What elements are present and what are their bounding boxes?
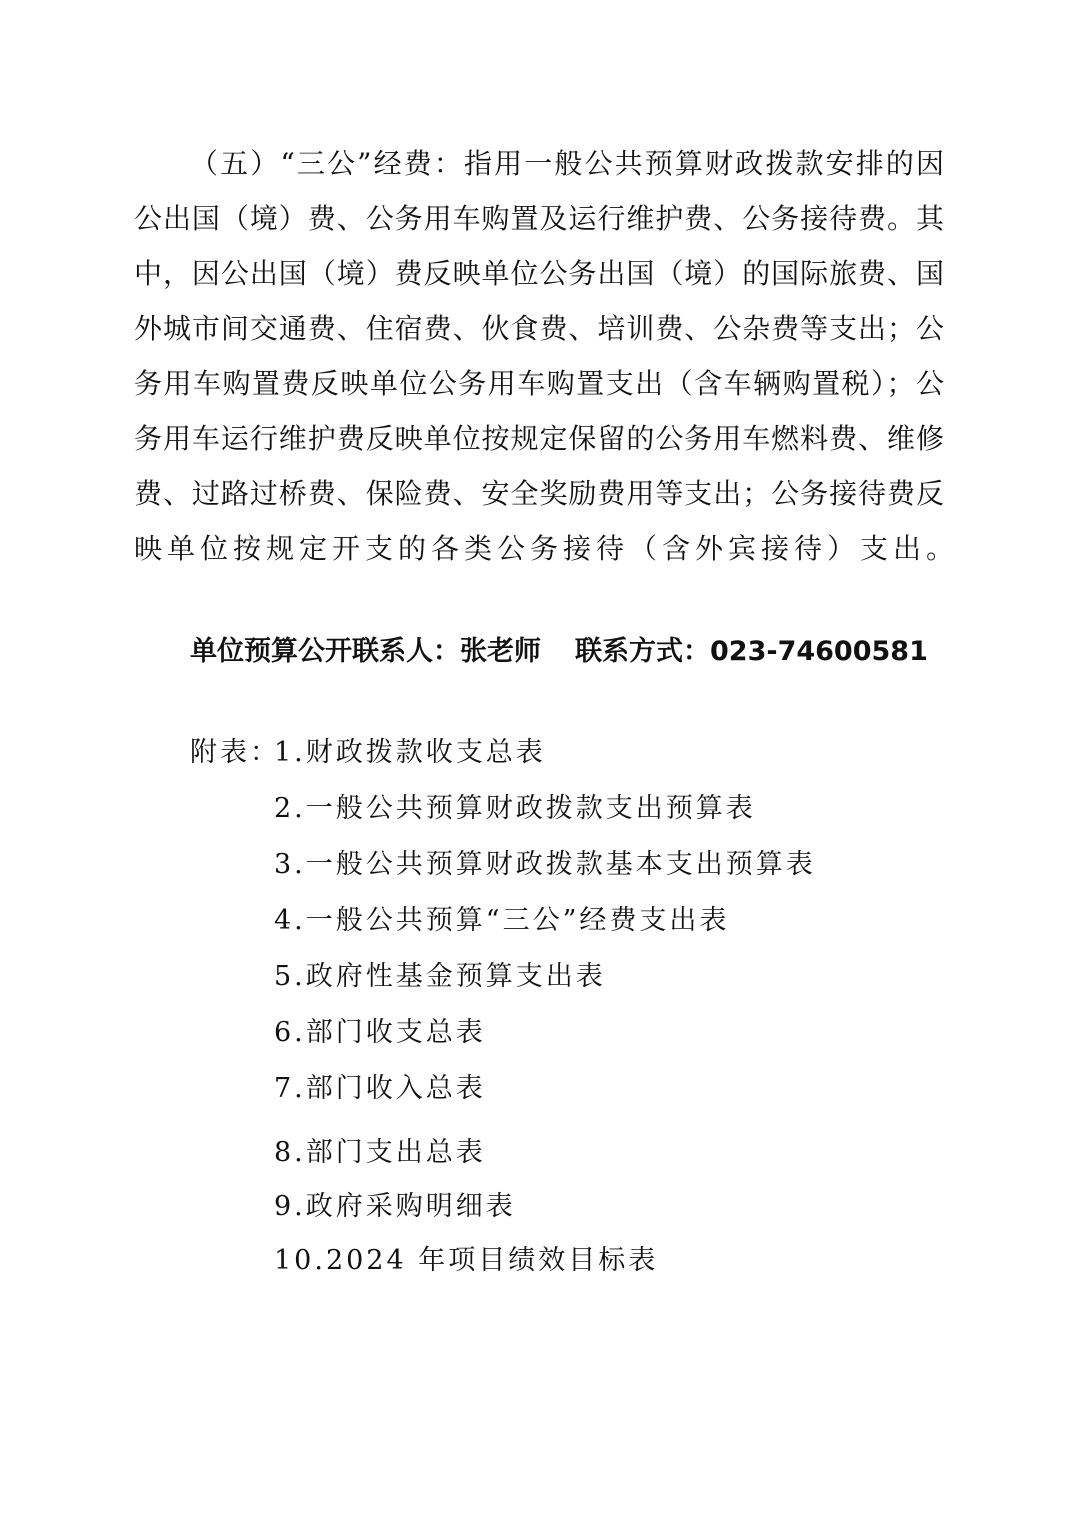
contact-phone: 联系方式：023-74600581 [575,636,928,667]
appendix-item: 2.一般公共预算财政拨款支出预算表 [274,793,756,824]
paragraph-line: 中，因公出国（境）费反映单位公务出国（境）的国际旅费、国 [134,257,944,290]
paragraph-line: 外城市间交通费、住宿费、伙食费、培训费、公杂费等支出；公 [134,312,944,345]
paragraph-line: 映单位按规定开支的各类公务接待（含外宾接待）支出。 [134,532,960,565]
appendix-item: 10.2024 年项目绩效目标表 [274,1245,659,1276]
contact-person: 单位预算公开联系人：张老师 [190,636,541,667]
appendix-item: 7.部门收入总表 [274,1073,486,1104]
appendix-item: 5.政府性基金预算支出表 [274,961,606,992]
appendix-item: 6.部门收支总表 [274,1017,486,1048]
paragraph-line: 公出国（境）费、公务用车购置及运行维护费、公务接待费。其 [134,202,944,235]
appendix-item: 4.一般公共预算“三公”经费支出表 [274,905,730,936]
contact-info [190,632,928,672]
appendix-item: 1.财政拨款收支总表 [274,737,546,768]
appendix-label: 附表： [190,737,280,768]
appendix-item: 9.政府采购明细表 [274,1191,516,1222]
appendix-item: 8.部门支出总表 [274,1137,486,1168]
paragraph-line: （五）“三公”经费：指用一般公共预算财政拨款安排的因 [190,147,944,180]
appendix-item: 3.一般公共预算财政拨款基本支出预算表 [274,849,816,880]
paragraph-line: 务用车购置费反映单位公务用车购置支出（含车辆购置税）；公 [134,367,944,400]
paragraph-line: 务用车运行维护费反映单位按规定保留的公务用车燃料费、维修 [134,422,944,455]
paragraph-line: 费、过路过桥费、保险费、安全奖励费用等支出；公务接待费反 [134,477,944,510]
